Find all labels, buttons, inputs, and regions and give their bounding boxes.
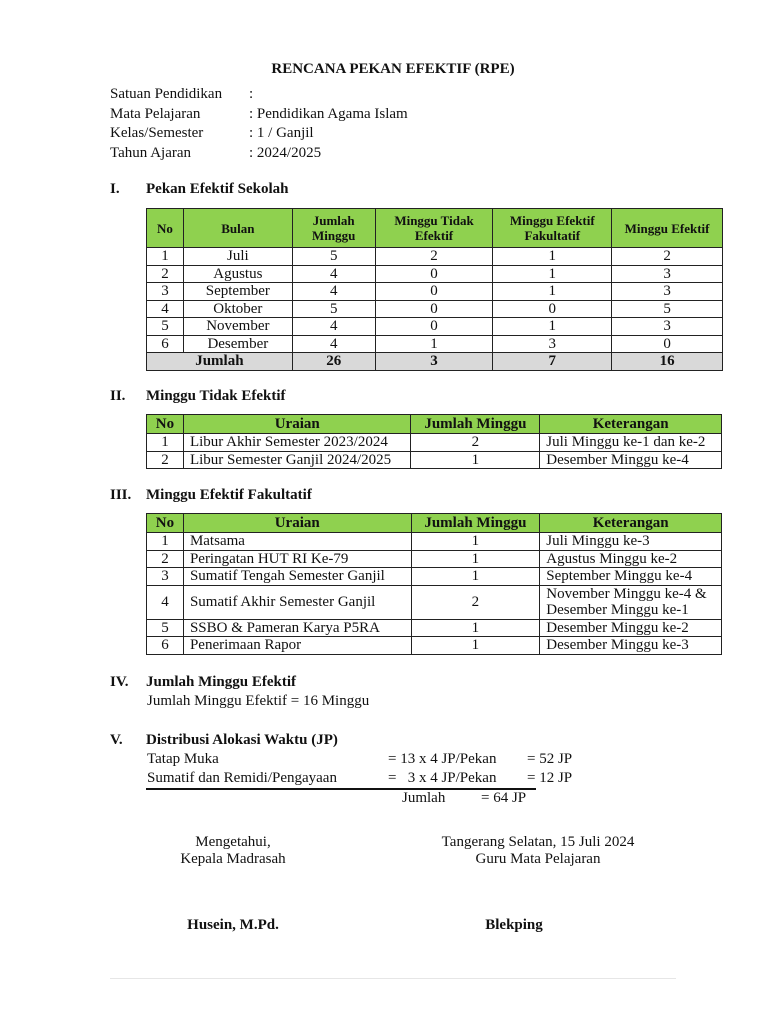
table-row: [147, 451, 722, 469]
column-header: Jumlah Minggu: [292, 209, 375, 248]
table-cell: 1: [411, 550, 540, 568]
table-header-row: [147, 514, 722, 533]
meta-label: Kelas/Semester: [110, 125, 204, 141]
minggu-tidak-efektif-table: [146, 414, 722, 469]
table-cell: 2: [612, 248, 723, 266]
meta-value: : Pendidikan Agama Islam: [249, 105, 408, 122]
table-cell: 2: [147, 550, 184, 568]
table-cell: Agustus Minggu ke-2: [540, 550, 722, 568]
table-row: [147, 550, 722, 568]
table-header-row: [147, 209, 723, 248]
table-cell: 0: [375, 283, 493, 301]
meta-row: [110, 105, 408, 125]
section-3-heading: [110, 487, 312, 504]
table-cell: 4: [292, 318, 375, 336]
signature-right-line2: Guru Mata Pelajaran: [475, 851, 601, 867]
table-cell: 4: [147, 585, 184, 619]
table-cell: November: [183, 318, 292, 336]
table-cell: 0: [612, 335, 723, 353]
table-cell: 1: [493, 318, 612, 336]
section-4-heading: [110, 674, 296, 691]
section-number: II.: [110, 388, 126, 404]
table-cell: Juli Minggu ke-3: [540, 533, 722, 551]
allocation-result: = 52 JP: [527, 751, 573, 767]
table-cell: 1: [493, 265, 612, 283]
total-cell: 26: [292, 353, 375, 371]
table-cell: 2: [375, 248, 493, 266]
table-cell: 2: [147, 451, 184, 469]
page-title: RENCANA PEKAN EFEKTIF (RPE): [271, 61, 515, 77]
column-header: Minggu Efektif Fakultatif: [493, 209, 612, 248]
table-cell: SSBO & Pameran Karya P5RA: [183, 619, 411, 637]
table-cell: 1: [411, 619, 540, 637]
table-cell: 0: [493, 300, 612, 318]
table-cell: Desember: [183, 335, 292, 353]
table-row: [147, 585, 722, 619]
column-header: No: [147, 209, 184, 248]
table-cell: Peringatan HUT RI Ke-79: [183, 550, 411, 568]
table-cell: 6: [147, 335, 184, 353]
table-row: [147, 335, 723, 353]
total-cell: 3: [375, 353, 493, 371]
table-row: [147, 568, 722, 586]
section-5-heading: [110, 732, 338, 749]
column-header: Jumlah Minggu: [411, 514, 540, 533]
table-cell: Matsama: [183, 533, 411, 551]
table-cell: 2: [147, 265, 184, 283]
table-cell: 5: [292, 248, 375, 266]
cell-line: November Minggu ke-4 &: [546, 586, 707, 602]
table-cell: September Minggu ke-4: [540, 568, 722, 586]
section-number: IV.: [110, 674, 129, 690]
table-cell: 1: [147, 434, 184, 452]
minggu-efektif-fakultatif-table: [146, 513, 722, 655]
table-cell: 1: [375, 335, 493, 353]
signature-left-line2: Kepala Madrasah: [180, 851, 286, 867]
total-row: [147, 353, 723, 371]
table-header-row: [147, 415, 722, 434]
column-header: No: [147, 415, 184, 434]
total-cell: 16: [612, 353, 723, 371]
table-cell: 1: [493, 283, 612, 301]
table-cell: 5: [147, 318, 184, 336]
table-row: [147, 318, 723, 336]
table-cell: 1: [411, 533, 540, 551]
column-header: Minggu Efektif: [612, 209, 723, 248]
jumlah-minggu-efektif-text: Jumlah Minggu Efektif = 16 Minggu: [147, 693, 370, 709]
meta-row: [110, 124, 408, 144]
allocation-total-value: = 64 JP: [481, 790, 527, 806]
table-cell: 5: [147, 619, 184, 637]
column-header: Bulan: [183, 209, 292, 248]
section-number: V.: [110, 732, 123, 748]
table-cell: 1: [147, 533, 184, 551]
table-row: [147, 533, 722, 551]
total-label: Jumlah: [147, 353, 293, 371]
table-cell: Juli Minggu ke-1 dan ke-2: [540, 434, 722, 452]
table-row: [147, 265, 723, 283]
table-cell: Sumatif Tengah Semester Ganjil: [183, 568, 411, 586]
sum-divider: [146, 788, 536, 790]
column-header: Uraian: [183, 514, 411, 533]
table-cell: Desember Minggu ke-4: [540, 451, 722, 469]
allocation-label: Sumatif dan Remidi/Pengayaan: [147, 770, 337, 786]
table-row: [147, 637, 722, 655]
meta-row: [110, 85, 408, 105]
allocation-calc: = 3 x 4 JP/Pekan: [388, 770, 497, 786]
table-cell: 3: [493, 335, 612, 353]
table-cell: 4: [147, 300, 184, 318]
table-cell: 1: [147, 248, 184, 266]
table-row: [147, 300, 723, 318]
section-title: Pekan Efektif Sekolah: [146, 181, 289, 197]
table-cell: Desember Minggu ke-2: [540, 619, 722, 637]
table-cell: [540, 585, 722, 619]
table-cell: 1: [411, 568, 540, 586]
allocation-result: = 12 JP: [527, 770, 573, 786]
table-cell: Libur Semester Ganjil 2024/2025: [183, 451, 411, 469]
table-cell: 3: [612, 283, 723, 301]
table-cell: 4: [292, 265, 375, 283]
table-cell: 3: [612, 318, 723, 336]
table-cell: Penerimaan Rapor: [183, 637, 411, 655]
meta-label: Tahun Ajaran: [110, 144, 192, 161]
signature-left-line1: Mengetahui,: [195, 834, 271, 850]
meta-row: [110, 144, 408, 164]
section-1-heading: [110, 181, 289, 198]
table-cell: 1: [411, 637, 540, 655]
table-cell: 4: [292, 335, 375, 353]
allocation-calc: = 13 x 4 JP/Pekan: [388, 751, 497, 767]
table-cell: Sumatif Akhir Semester Ganjil: [183, 585, 411, 619]
section-2-heading: [110, 388, 285, 405]
section-title: Jumlah Minggu Efektif: [146, 674, 297, 690]
page-divider: [110, 978, 676, 979]
column-header: Keterangan: [540, 514, 722, 533]
table-cell: September: [183, 283, 292, 301]
meta-label: Satuan Pendidikan: [110, 86, 223, 102]
table-cell: Oktober: [183, 300, 292, 318]
cell-line: Desember Minggu ke-1: [546, 602, 689, 618]
identity-block: [110, 85, 408, 163]
section-title: Distribusi Alokasi Waktu (JP): [146, 732, 338, 748]
section-title: Minggu Tidak Efektif: [146, 388, 286, 404]
table-cell: 2: [411, 434, 540, 452]
table-cell: 3: [147, 283, 184, 301]
column-header: Minggu Tidak Efektif: [375, 209, 493, 248]
pekan-efektif-table: [146, 208, 723, 371]
table-cell: 0: [375, 265, 493, 283]
table-cell: 0: [375, 318, 493, 336]
table-cell: 5: [612, 300, 723, 318]
column-header: Jumlah Minggu: [411, 415, 540, 434]
table-cell: Agustus: [183, 265, 292, 283]
allocation-label: Tatap Muka: [147, 751, 219, 767]
table-cell: 6: [147, 637, 184, 655]
column-header: No: [147, 514, 184, 533]
column-header: Uraian: [183, 415, 411, 434]
meta-value: :: [249, 86, 254, 102]
table-cell: 1: [493, 248, 612, 266]
table-row: [147, 283, 723, 301]
meta-value: : 2024/2025: [249, 144, 322, 161]
table-cell: 4: [292, 283, 375, 301]
signature-right-name: Blekping: [485, 917, 543, 933]
section-number: III.: [110, 487, 132, 503]
section-title: Minggu Efektif Fakultatif: [146, 487, 312, 503]
table-cell: 1: [411, 451, 540, 469]
table-cell: Desember Minggu ke-3: [540, 637, 722, 655]
signature-left-name: Husein, M.Pd.: [187, 917, 279, 933]
meta-value: : 1 / Ganjil: [249, 125, 314, 141]
table-row: [147, 619, 722, 637]
table-cell: 2: [411, 585, 540, 619]
table-row: [147, 248, 723, 266]
table-cell: Juli: [183, 248, 292, 266]
table-row: [147, 434, 722, 452]
total-cell: 7: [493, 353, 612, 371]
section-number: I.: [110, 181, 120, 197]
meta-label: Mata Pelajaran: [110, 105, 201, 122]
table-cell: 3: [612, 265, 723, 283]
table-cell: Libur Akhir Semester 2023/2024: [183, 434, 411, 452]
table-cell: 5: [292, 300, 375, 318]
signature-right-line1: Tangerang Selatan, 15 Juli 2024: [441, 834, 635, 850]
allocation-total-label: Jumlah: [402, 790, 446, 806]
table-cell: 3: [147, 568, 184, 586]
column-header: Keterangan: [540, 415, 722, 434]
table-cell: 0: [375, 300, 493, 318]
